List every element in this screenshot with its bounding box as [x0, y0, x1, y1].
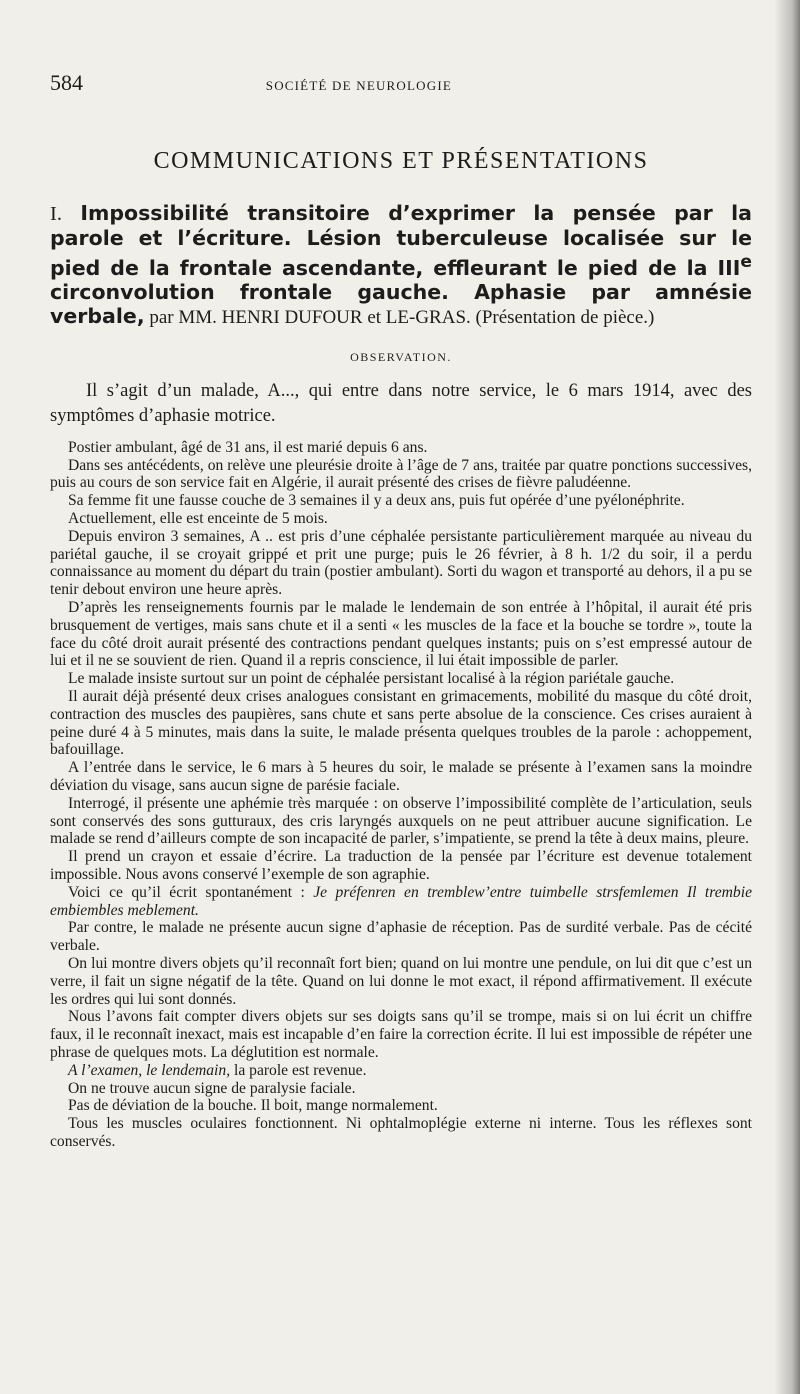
observation-heading: OBSERVATION. — [350, 349, 452, 364]
article-title — [50, 201, 752, 330]
paragraph: Depuis environ 3 semaines, A .. est pris d’une céphalée persistante particulièrement marquée au niveau du pariétal gauche, il se croyait grippé et prit une purge; puis le 26 février, à 8 h. 1/2 du soir, il a perdu connaissance au moment du départ du train (postier ambulant). Sorti du wagon et transporté au dehors, il a pu se tenir debout environ une heure après. — [50, 527, 752, 599]
article-title-cont: circonvolution frontale gauche. Aphasie par amnésie verbale, — [50, 279, 752, 328]
paragraph: Il prend un crayon et essaie d’écrire. La traduction de la pensée par l’écriture est devenue totalement impossible. Nous avons conservé l’exemple de son agraphie. — [50, 848, 752, 883]
writing-sample-lead: Voici ce qu’il écrit spontanément : — [68, 883, 314, 901]
paragraph: Tous les muscles oculaires fonctionnent. Ni ophtalmoplégie externe ni interne. Tous les réflexes sont conservés. — [50, 1115, 752, 1150]
paragraph: Pas de déviation de la bouche. Il boit, mange normalement. — [68, 1097, 438, 1115]
paragraph: Par contre, le malade ne présente aucun signe d’aphasie de réception. Pas de surdité verbale. Pas de cécité verbale. — [50, 919, 752, 955]
page-header — [50, 70, 752, 96]
journal-page — [50, 70, 752, 1151]
article-authors: par MM. HENRI DUFOUR et LE-GRAS. (Présentation de pièce.) — [144, 306, 655, 328]
article-title-sup: e — [740, 252, 752, 272]
page-number: 584 — [50, 70, 83, 95]
paragraph: Actuellement, elle est enceinte de 5 mois. — [68, 510, 328, 528]
article-title-text: Impossibilité transitoire d’exprimer la pensée par la parole et l’écriture. Lésion tuberculeuse localisée sur le pied de la frontale ascendante, effleurant le pied de la III — [50, 201, 752, 280]
running-title: SOCIÉTÉ DE NEUROLOGIE — [265, 78, 452, 93]
paragraph: Postier ambulant, âgé de 31 ans, il est marié depuis 6 ans. — [68, 438, 428, 456]
exam-rest: la parole est revenue. — [230, 1061, 367, 1079]
paragraph: Le malade insiste surtout sur un point de céphalée persistant localisé à la région pariétale gauche. — [68, 670, 675, 688]
page-edge-shadow — [774, 0, 800, 1394]
case-body — [50, 439, 752, 1151]
paragraph: Dans ses antécédents, on relève une pleurésie droite à l’âge de 7 ans, traitée par quatre ponctions successives, puis au cours de son service fait en Algérie, il aurait présenté des crises de fièvre paludéenne. — [50, 456, 752, 492]
paragraph: D’après les renseignements fournis par le malade le lendemain de son entrée à l’hôpital, il aurait été pris brusquement de vertiges, mais sans chute et il a senti « les muscles de la face et la bouche se tordre », toute la face du côté droit aurait présenté des contractions pendant quelques instants; puis on s’est empressé autour de lui et il ne se souvient de rien. Quand il a repris conscience, il lui était impossible de parler. — [50, 599, 752, 670]
paragraph: Il aurait déjà présenté deux crises analogues consistant en grimacements, mobilité du masque du côté droit, contraction des muscles des paupières, sans chute et sans perte absolue de la conscience. Ces crises auraient à peine duré 4 à 5 minutes, mais dans la suite, le malade présenta quelques troubles de la parole : achoppement, bafouillage. — [50, 687, 752, 759]
section-title: COMMUNICATIONS ET PRÉSENTATIONS — [153, 148, 649, 174]
paragraph: Nous l’avons fait compter divers objets sur ses doigts sans qu’il se trompe, mais si on lui écrit un chiffre faux, il le reconnaît inexact, mais est incapable d’en faire la correction écrite. Il lui est impossible de répéter une phrase de quelques mots. La déglutition est normale. — [50, 1008, 752, 1061]
writing-sample-text: Je préfenren en tremblew’entre tuimbelle strsfemlemen Il trembie embiembles meblement. — [50, 883, 752, 919]
paragraph: Interrogé, il présente une aphémie très marquée : on observe l’impossibilité complète de l’articulation, seuls sont conservés des sons gutturaux, des cris laryngés auxquels on ne peut attribuer aucune signification. Le malade se rend d’ailleurs compte de son incapacité de parler, s’impatiente, se prend la tête à deux mains, pleure. — [50, 794, 752, 848]
article-number: I. — [50, 203, 62, 225]
paragraph: On ne trouve aucun signe de paralysie faciale. — [68, 1079, 356, 1097]
writing-sample-paragraph — [50, 884, 752, 920]
intro-paragraph: Il s’agit d’un malade, A..., qui entre dans notre service, le 6 mars 1914, avec des symptômes d’aphasie motrice. — [50, 380, 752, 426]
exam-paragraph — [50, 1062, 752, 1080]
paragraph: A l’entrée dans le service, le 6 mars à 5 heures du soir, le malade se présente à l’examen sans la moindre déviation du visage, sans aucun signe de parésie faciale. — [50, 759, 752, 794]
exam-lead: A l’examen, le lendemain, — [68, 1061, 231, 1079]
paragraph: On lui montre divers objets qu’il reconnaît fort bien; quand on lui montre une pendule, on lui dit que c’est un verre, il fait un signe négatif de la tête. Quand on lui donne le mot exact, il répond affirmativement. Il exécute les ordres qui lui sont donnés. — [50, 954, 752, 1008]
paragraph: Sa femme fit une fausse couche de 3 semaines il y a deux ans, puis fut opérée d’une pyélonéphrite. — [68, 492, 685, 510]
